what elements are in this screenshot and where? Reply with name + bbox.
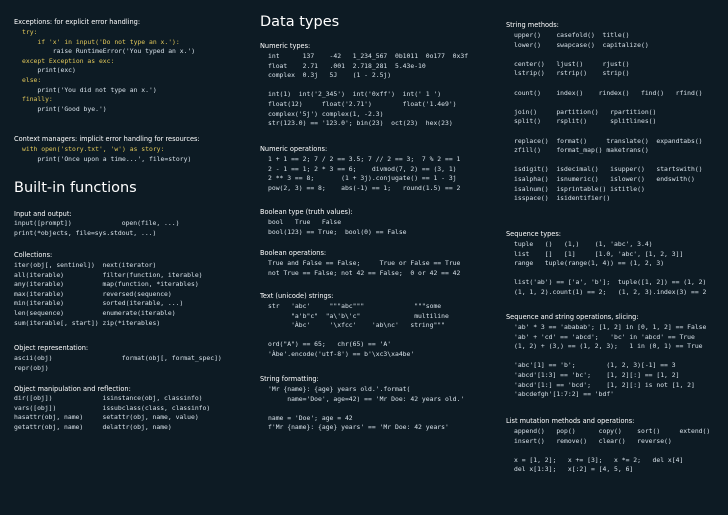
code-line: min(iterable) sorted(iterable, ...): [14, 299, 184, 308]
numeric-types-code: [260, 52, 468, 129]
exceptions-code: [14, 28, 195, 114]
code-line: ascii(obj) format(obj[, format_spec]): [14, 354, 222, 362]
code-line: int(1) int('2_345') int('0xff') int(' 1 '): [268, 90, 442, 99]
code-line: lstrip() rstrip() strip(): [514, 69, 630, 78]
code-line: else:: [22, 75, 42, 84]
code-line: append() pop() copy() sort() extend(): [514, 427, 711, 435]
list-mutation-heading: List mutation methods and operations:: [506, 417, 635, 425]
code-line: zfill() format_map() maketrans(): [514, 146, 649, 155]
code-line: int 137 -42 1_234_567 0b1011 0o177 0x3f: [268, 52, 469, 60]
code-line: 'Àbe'.encode('utf-8') == b'\xc3\xa4be': [268, 349, 415, 358]
code-line: name = 'Doe'; age = 42: [268, 413, 353, 422]
code-line: lower() swapcase() capitalize(): [514, 40, 649, 49]
context-managers-code: [14, 145, 191, 164]
code-line: print(exc): [22, 66, 76, 75]
code-line: list [] [1] [1.0, 'abc', [1, 2, 3]]: [514, 249, 684, 258]
sequence-operations-code: [506, 323, 706, 400]
code-line: print('Good bye.'): [22, 104, 107, 113]
code-line: print(*objects, file=sys.stdout, ...): [14, 228, 157, 237]
exceptions-heading: Exceptions: for explicit error handling:: [14, 18, 141, 26]
code-line: [260, 404, 464, 414]
code-line: if 'x' in input('Do not type an x.'):: [22, 37, 180, 46]
builtins-heading: Built-in functions: [14, 180, 137, 196]
code-line: 'ab' + 'cd' == 'abcd'; 'bc' in 'abcd' == True: [514, 332, 695, 341]
code-line: raise RuntimeError('You typed an x.'): [22, 47, 196, 56]
code-line: True and False == False; True or False == True: [268, 259, 461, 267]
code-line: len(sequence) enumerate(iterable): [14, 308, 176, 317]
code-line: complex('5j') complex(1, -2.3): [268, 109, 384, 118]
code-line: (1, 2) + (3,) == (1, 2, 3); 1 in (0, 1) == True: [514, 342, 703, 351]
code-line: all(iterable) filter(function, iterable): [14, 270, 203, 279]
object-manipulation-heading: Object manipulation and reflection:: [14, 385, 131, 393]
code-line: f'Mr {name}: {age} years' == 'Mr Doe: 42 years': [268, 423, 449, 432]
code-line: [506, 352, 706, 362]
code-line: x = [1, 2]; x += [3]; x *= 2; del x[4]: [514, 455, 684, 464]
code-line: float 2.71 .001 2.718_281 5.43e-10: [268, 61, 426, 70]
code-line: isdigit() isdecimal() isupper() startswith(): [514, 165, 703, 174]
text-strings-code: [260, 302, 449, 360]
code-line: sum(iterable[, start]) zip(*iterables): [14, 318, 161, 327]
sequence-types-code: [506, 240, 706, 298]
code-line: del x[1:3]; x[:2] = [4, 5, 6]: [514, 465, 634, 474]
code-line: hasattr(obj, name) setattr(obj, name, value): [14, 413, 199, 422]
code-line: complex 0.3j 5J (1 - 2.5j): [268, 71, 392, 80]
code-line: (1, 1, 2).count(1) == 2; (1, 2, 3).index(3) == 2: [514, 287, 707, 296]
sequence-operations-heading: Sequence and string operations, slicing:: [506, 313, 639, 321]
code-line: [506, 156, 703, 166]
boolean-type-heading: Boolean type (truth values):: [260, 208, 353, 216]
numeric-operations-heading: Numeric operations:: [260, 145, 328, 153]
code-line: center() ljust() rjust(): [514, 59, 630, 68]
code-line: [506, 98, 703, 108]
text-strings-heading: Text (unicode) strings:: [260, 292, 334, 300]
code-line: 'abc'[1] == 'b'; (1, 2, 3)[-1] == 3: [514, 361, 676, 370]
code-line: except Exception as exc:: [22, 56, 115, 65]
code-line: max(iterable) reversed(sequence): [14, 289, 172, 298]
code-line: insert() remove() clear() reverse(): [514, 436, 672, 445]
object-manipulation-code: [14, 394, 210, 432]
code-line: isalnum() isprintable() istitle(): [514, 184, 645, 193]
code-line: range tuple(range(1, 4)) == (1, 2, 3): [514, 259, 665, 268]
code-line: any(iterable) map(function, *iterables): [14, 280, 199, 289]
code-line: print('You did not type an x.'): [22, 85, 157, 94]
boolean-operations-heading: Boolean operations:: [260, 249, 327, 257]
code-line: 'abcd'[1:3] == 'bc'; [1, 2][:] == [1, 2]: [514, 370, 680, 379]
code-line: [260, 81, 468, 91]
code-line: [506, 50, 703, 60]
code-line: tuple () (1,) (1, 'abc', 3.4): [514, 240, 653, 248]
code-line: dir([obj]) isinstance(obj, classinfo): [14, 394, 203, 402]
code-line: bool True False: [268, 218, 342, 226]
code-line: 'Àbc' '\xfcc' 'ab\nc' string""": [268, 321, 445, 330]
code-line: upper() casefold() title(): [514, 31, 630, 39]
code-line: "a'b"c" "a\'b\'c" multiline: [268, 311, 449, 320]
code-line: 2 - 1 == 1; 2 * 3 == 6; divmod(7, 2) == (3, 1): [268, 164, 457, 173]
code-line: input([prompt]) open(file, ...): [14, 219, 180, 227]
code-line: finally:: [22, 95, 53, 104]
code-line: pow(2, 3) == 8; abs(-1) == 1; round(1.5) == 2: [268, 183, 461, 192]
string-formatting-code: [260, 385, 464, 433]
string-methods-code: [506, 31, 703, 204]
code-line: 'abcd'[1:] == 'bcd'; [1, 2][:] is not [1, 2]: [514, 380, 695, 389]
numeric-types-heading: Numeric types:: [260, 42, 311, 50]
sequence-types-heading: Sequence types:: [506, 230, 562, 238]
code-line: [506, 79, 703, 89]
code-line: iter(obj[, sentinel]) next(iterator): [14, 261, 157, 269]
code-line: [506, 446, 710, 456]
code-line: replace() format() translate() expandtabs(): [514, 136, 703, 145]
numeric-operations-code: [260, 155, 460, 193]
collections-heading: Collections:: [14, 251, 53, 259]
code-line: str 'abc' """abc""" """some: [268, 302, 442, 310]
code-line: isspace() isidentifier(): [514, 194, 611, 203]
code-line: list('ab') == ['a', 'b']; tuple([1, 2]) == (1, 2): [514, 278, 707, 287]
string-formatting-heading: String formatting:: [260, 375, 319, 383]
code-line: 'abcdefgh'[1:7:2] == 'bdf': [514, 390, 615, 399]
code-line: not True == False; not 42 == False; 0 or 42 == 42: [268, 268, 461, 277]
code-line: [260, 331, 449, 341]
io-code: [14, 219, 179, 238]
boolean-operations-code: [260, 259, 460, 278]
collections-code: [14, 261, 203, 328]
code-line: name='Doe', age=42) == 'Mr Doe: 42 years old.': [268, 394, 465, 403]
code-line: repr(obj): [14, 363, 49, 372]
code-line: vars([obj]) issubclass(class, classinfo): [14, 403, 211, 412]
code-line: [506, 127, 703, 137]
object-representation-heading: Object representation:: [14, 344, 89, 352]
code-line: 1 + 1 == 2; 7 / 2 == 3.5; 7 // 2 == 3; 7 % 2 == 1: [268, 155, 461, 163]
list-mutation-code: [506, 427, 710, 475]
code-line: getattr(obj, name) delattr(obj, name): [14, 422, 172, 431]
context-managers-heading: Context managers: implicit error handling for resources:: [14, 135, 200, 143]
code-line: print('Once upon a time...', file=story): [22, 154, 192, 163]
code-line: 2 ** 3 == 8; (1 + 3j).conjugate() == 1 - 3j: [268, 174, 457, 183]
code-line: join() partition() rpartition(): [514, 107, 657, 116]
code-line: with open('story.txt', 'w') as story:: [22, 145, 165, 153]
code-line: try:: [22, 28, 38, 36]
code-line: str(123.0) == '123.0'; bin(23) oct(23) hex(23): [268, 119, 453, 128]
code-line: isalpha() isnumeric() islower() endswith(): [514, 174, 695, 183]
code-line: float(12) float('2.71') float('1.4e9'): [268, 99, 457, 108]
code-line: 'Mr {name}: {age} years old.'.format(: [268, 385, 411, 393]
code-line: bool(123) == True; bool(0) == False: [268, 227, 407, 236]
code-line: ord("A") == 65; chr(65) == 'A': [268, 340, 392, 349]
code-line: 'ab' * 3 == 'ababab'; [1, 2] in [0, 1, 2] == False: [514, 323, 707, 331]
data-types-heading: Data types: [260, 14, 340, 30]
object-representation-code: [14, 354, 222, 373]
io-heading: Input and output:: [14, 210, 72, 218]
code-line: count() index() rindex() find() rfind(): [514, 88, 703, 97]
code-line: [506, 269, 706, 279]
code-line: split() rsplit() splitlines(): [514, 117, 657, 126]
string-methods-heading: String methods:: [506, 21, 559, 29]
boolean-type-code: [260, 218, 407, 237]
